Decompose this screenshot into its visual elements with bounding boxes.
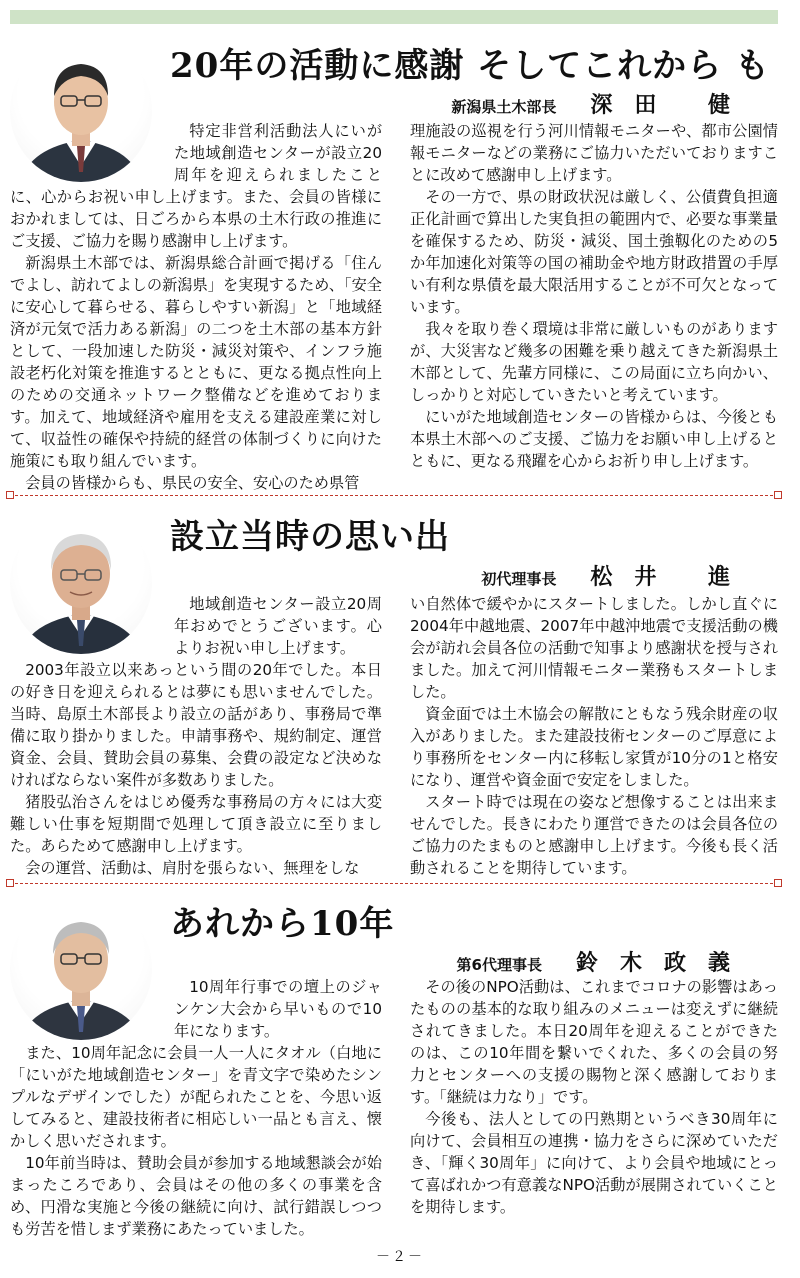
section-divider [10, 495, 778, 496]
paragraph: 10年前当時は、賛助会員が参加する地域懇談会が始まったころであり、会員はその他の多くの事業を含め、円滑な実施と今後の継続に向け、試行錯誤しつつも労苦を惜しまず業務にあたっていました。 [10, 1154, 382, 1238]
article-right-column [410, 120, 778, 472]
article-left-column [10, 976, 382, 1240]
section-divider [10, 883, 778, 884]
paragraph: 特定非営利活動法人にいがた地域創造センターが設立20周年を迎えられましたことに、心からお祝い申し上げます。また、会員の皆様におかれましては、日ごろから本県の土木行政の推進にご支援、ご協力を賜り感謝申し上げます。 [10, 122, 382, 250]
author-role: 初代理事長 [481, 570, 557, 588]
paragraph: その後のNPO活動は、これまでコロナの影響はあったものの基本的な取り組みのメニューは変えずに継続されてきました。本日20周年を迎えることができたのは、この10年間を繋いでくれた、多くの会員の努力とセンターへの支援の賜物と深く感謝しております。「継続は力なり」です。 [410, 978, 778, 1106]
paragraph: 資金面では土木協会の解散にともなう残余財産の収入がありました。また建設技術センターのご厚意により事務所をセンター内に移転し家賃が10分の1と格安になり、運営や資金面で安定をしました。 [410, 705, 778, 789]
page-number: －２－ [376, 1249, 424, 1265]
article-title: 20年の活動に感謝 そしてこれから も [170, 46, 770, 86]
paragraph: 新潟県土木部では、新潟県総合計画で掲げる「住んでよし、訪れてよしの新潟県」を実現するため、「安全に安心して暮らせる、暮らしやすい新潟」と「地域経済が元気で活力ある新潟」の二つを土木部の基本方針として、一段加速した防災・減災対策や、インフラ施設老朽化対策を推進するとともに、更なる拠点性向上のための交通ネットワーク整備などを進めております。加えて、地域経済や雇用を支える建設産業に対して、収益性の確保や持続的経営の体制づくりに向けた施策にも取り組んでいます。 [10, 254, 382, 470]
top-color-band [10, 10, 778, 24]
article-title: あれから10年 [170, 904, 395, 944]
paragraph: スタート時では現在の姿など想像することは出来ませんでした。長きにわたり運営できたのは会員各位のご協力のたまものと感謝申し上げます。今後も長く活動されることを期待しています。 [410, 793, 778, 877]
author-role: 第6代理事長 [456, 956, 542, 974]
author-line [457, 946, 752, 977]
author-name: 松井 進 [590, 565, 752, 590]
paragraph: 我々を取り巻く環境は非常に厳しいものがありますが、大災害など幾多の困難を乗り越えてきた新潟県土木部として、先輩方同様に、この局面に立ち向かい、しっかりと対応していきたいと考えています。 [410, 320, 778, 404]
paragraph: 今後も、法人としての円熟期というべき30周年に向けて、会員相互の連携・協力をさらに深めていただき、「輝く30周年」に向けて、より会員や地域にとって喜ばれかつ有意義なNPO活動が展開されていくことを期待します。 [410, 1110, 778, 1216]
paragraph: 理施設の巡視を行う河川情報モニターや、都市公園情報モニターなどの業務にご協力いただいておりますことに改めて感謝申し上げます。 [410, 122, 778, 184]
paragraph: にいがた地域創造センターの皆様からは、今後とも本県土木部へのご支援、ご協力をお願い申し上げるとともに、更なる飛躍を心からお祈り申し上げます。 [410, 408, 778, 470]
author-line [481, 560, 752, 591]
paragraph: 会員の皆様からも、県民の安全、安心のため県管 [25, 474, 360, 492]
author-role: 新潟県土木部長 [451, 98, 557, 116]
paragraph: また、10周年記念に会員一人一人にタオル（白地に「にいがた地域創造センター」を青文字で染めたシンプルなデザインでした）が配られたことを、今思い返してみると、建設技術者に相応しい一品とも言え、懐かしく思いだされます。 [10, 1044, 382, 1150]
article-right-column [410, 976, 778, 1218]
paragraph: 地域創造センター設立20周年おめでとうございます。心よりお祝い申し上げます。 [174, 595, 382, 657]
article-right-column [410, 593, 778, 879]
paragraph: 会の運営、活動は、肩肘を張らない、無理をしな [25, 859, 360, 877]
article-left-column [10, 593, 382, 879]
paragraph: い自然体で緩やかにスタートしました。しかし直ぐに2004年中越地震、2007年中越沖地震で支援活動の機会が訪れ会員各位の活動で知事より感謝状を授与されました。加えて河川情報モニター業務もスタートしました。 [410, 595, 778, 701]
author-name: 鈴木政義 [575, 951, 752, 976]
paragraph: 2003年設立以来あっという間の20年でした。本日の好き日を迎えられるとは夢にも思いませんでした。当時、島原土木部長より設立の話があり、事務局で準備に取り掛かりました。申請事務や、規約制定、運営資金、会員、賛助会員の募集、会費の設定など決めなければならない案件が多数ありました。 [10, 661, 382, 789]
paragraph: 猪股弘治さんをはじめ優秀な事務局の方々には大変難しい仕事を短期間で処理して頂き設立に至りました。あらためて感謝申し上げます。 [10, 793, 382, 855]
paragraph: 10周年行事での壇上のジャンケン大会から早いもので10年になります。 [174, 978, 382, 1040]
author-name: 深田 健 [590, 93, 752, 118]
article-left-column [10, 120, 382, 494]
article-title: 設立当時の思い出 [170, 517, 450, 557]
paragraph: その一方で、県の財政状況は厳しく、公債費負担適正化計画で算出した実負担の範囲内で、必要な事業量を確保するため、防災・減災、国土強靱化のための5か年加速化対策等の国の補助金や地方財政措置の手厚い有利な県債を最大限活用することが不可欠となっています。 [410, 188, 778, 316]
author-line [451, 88, 752, 119]
